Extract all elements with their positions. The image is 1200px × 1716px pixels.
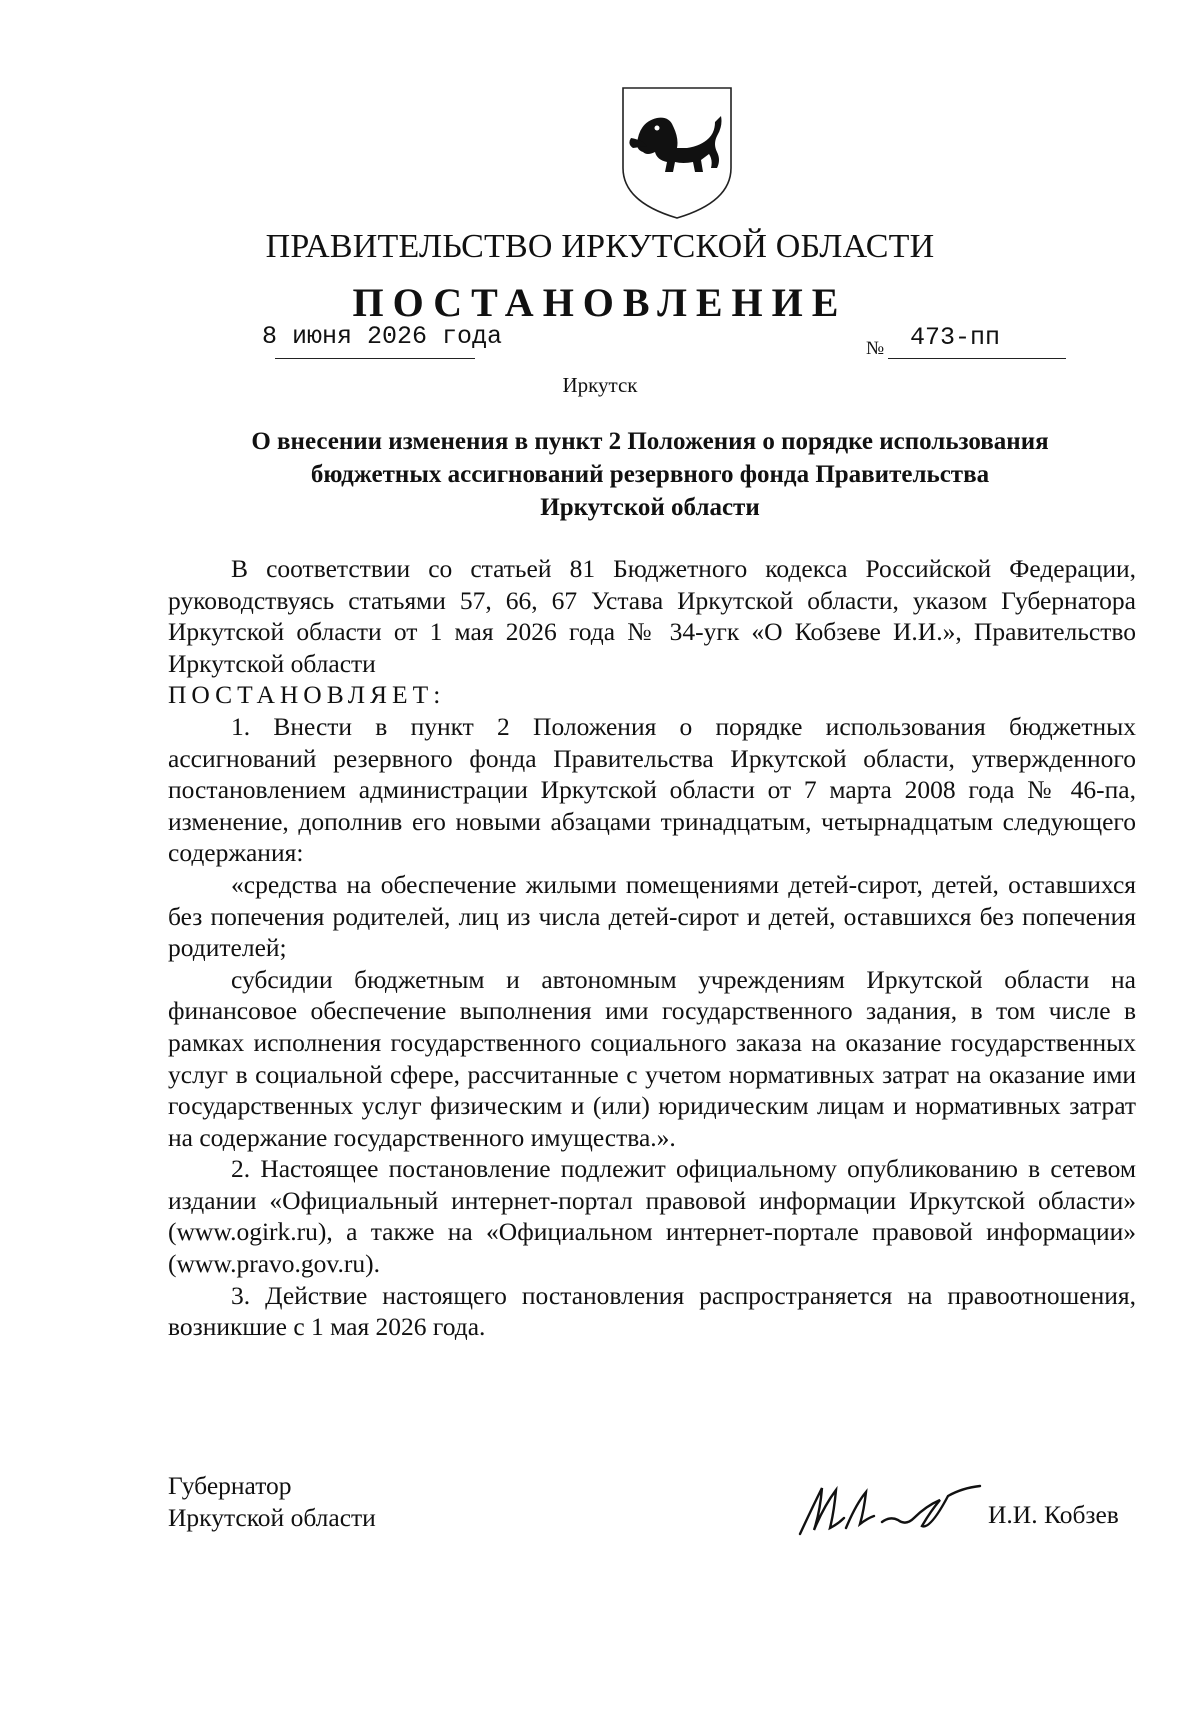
document-type-heading: ПОСТАНОВЛЕНИЕ [352,280,848,325]
organization-title: ПРАВИТЕЛЬСТВО ИРКУТСКОЙ ОБЛАСТИ [265,228,935,265]
signatory-name: И.И. Кобзев [988,1500,1119,1529]
item-1-paragraph: 1. Внести в пункт 2 Положения о порядке использования бюджетных ассигнований резервного фонда Правительства Иркутской области, утвержденного постановлением администрации Иркутской области от 7 марта 2008 года № 46-па, изменение, дополнив его новыми абзацами тринадцатым, четырнадцатым следующего содержания: [168,711,1136,868]
document-body [168,553,1136,1343]
subject-line-2: бюджетных ассигнований резервного фонда Правительства [310,461,990,488]
document-number: 473-пп [910,323,1001,352]
subject-line-3: Иркутской области [540,494,760,521]
resolve-word: ПОСТАНОВЛЯЕТ: [168,680,446,710]
irkutsk-coat-of-arms-icon [617,82,737,222]
number-sign: № [866,338,885,359]
position-line-1: Губернатор [168,1471,292,1500]
subject-line-1: О внесении изменения в пункт 2 Положения о порядке использования [251,428,1049,455]
item-1-quote-2: субсидии бюджетным и автономным учреждениям Иркутской области на финансовое обеспечение выполнения ими государственного задания, в том числе в рамках исполнения государственного социального заказа на оказание государственных услуг в социальной сфере, рассчитанные с учетом нормативных затрат на оказание ими государственных услуг физическим и (или) юридическим лицам и нормативных затрат на содержание государственного имущества.». [168,964,1136,1152]
position-line-2: Иркутской области [168,1503,376,1532]
signatory-position [168,1470,376,1534]
handwritten-signature-icon [790,1478,990,1540]
number-underline [888,358,1066,359]
document-date: 8 июня 2026 года [262,322,503,351]
preamble-paragraph: В соответствии со статьей 81 Бюджетного кодекса Российской Федерации, руководствуясь статьями 57, 66, 67 Устава Иркутской области, указом Губернатора Иркутской области от 1 мая 2026 года № 34-угк «О Кобзеве И.И.», Правительство Иркутской области [168,554,1136,678]
item-2-paragraph: 2. Настоящее постановление подлежит официальному опубликованию в сетевом издании «Официальный интернет-портал правовой информации Иркутской области» (www.ogirk.ru), а также на «Официальном интернет-портале правовой информации» (www.pravo.gov.ru). [168,1154,1136,1279]
date-underline [275,358,475,359]
document-subject [170,425,1130,524]
item-1-quote-1: «средства на обеспечение жилыми помещениями детей-сирот, детей, оставшихся без попечения родителей, лиц из числа детей-сирот и детей, оставшихся без попечения родителей; [168,869,1136,963]
item-3-paragraph: 3. Действие настоящего постановления распространяется на правоотношения, возникшие с 1 мая 2026 года. [168,1280,1136,1342]
city-name: Иркутск [562,373,638,397]
